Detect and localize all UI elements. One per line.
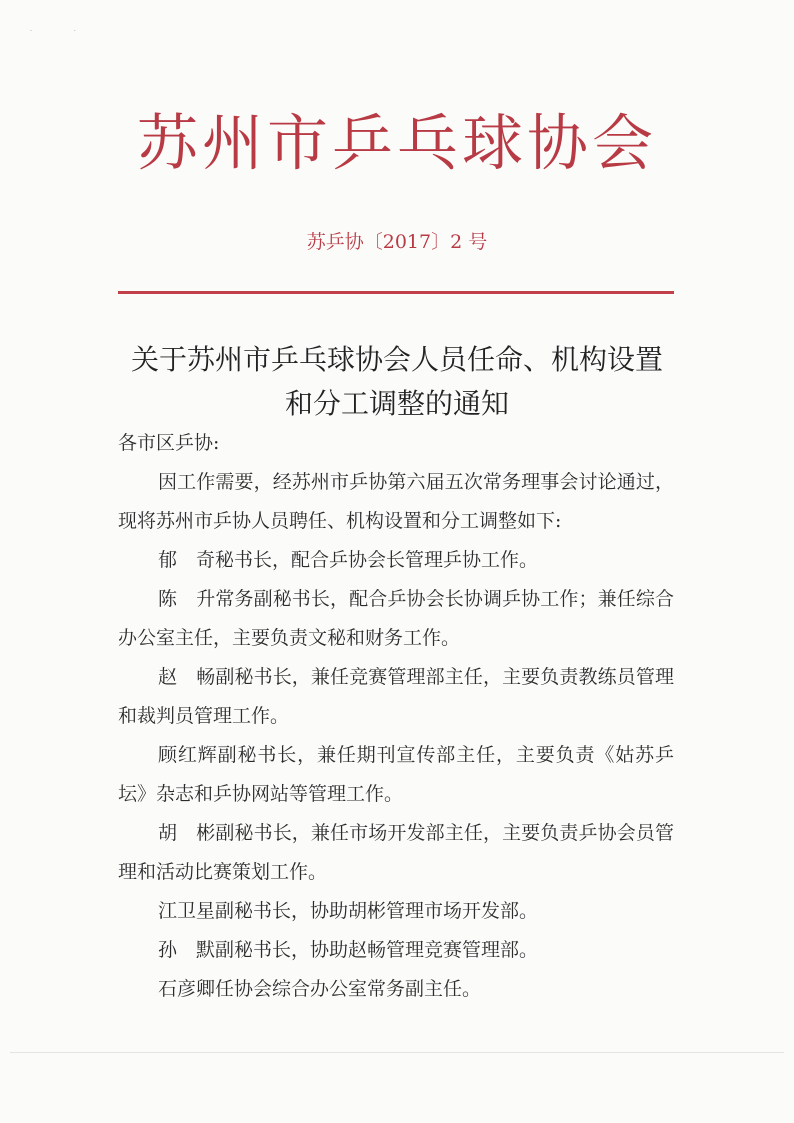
notice-title-line2: 和分工调整的通知 (284, 387, 509, 420)
body-paragraph: 陈 升常务副秘书长，配合乒协会长协调乒协工作；兼任综合办公室主任，主要负责文秘和财务工作。 (118, 588, 674, 649)
body-paragraph: 孙 默副秘书长，协助赵畅管理竞赛管理部。 (158, 939, 539, 961)
body-paragraph: 郁 奇秘书长，配合乒协会长管理乒协工作。 (158, 549, 539, 571)
red-header-rule (118, 291, 674, 294)
document-number: 苏乒协〔2017〕2 号 (306, 231, 488, 253)
page-footer-line (10, 1052, 784, 1053)
body-paragraph: 因工作需要，经苏州市乒协第六届五次常务理事会讨论通过，现将苏州市乒协人员聘任、机构设置和分工调整如下: (118, 471, 674, 532)
salutation: 各市区乒协: (118, 432, 220, 454)
notice-title-line1: 关于苏州市乒乓球协会人员任命、机构设置 (130, 343, 663, 376)
body-paragraph: 胡 彬副秘书长，兼任市场开发部主任，主要负责乒协会员管理和活动比赛策划工作。 (118, 822, 674, 883)
organization-title: 苏州市乒乓球协会 (136, 108, 657, 179)
notice-body (118, 424, 674, 1009)
body-paragraph: 顾红辉副秘书长，兼任期刊宣传部主任，主要负责《姑苏乒坛》杂志和乒协网站等管理工作。 (118, 744, 674, 805)
body-paragraph: 江卫星副秘书长，协助胡彬管理市场开发部。 (158, 900, 539, 922)
scan-artifact-marks: · · (30, 28, 96, 35)
body-paragraph: 石彦卿任协会综合办公室常务副主任。 (158, 978, 482, 1000)
notice-title (110, 338, 684, 426)
body-paragraph: 赵 畅副秘书长，兼任竞赛管理部主任，主要负责教练员管理和裁判员管理工作。 (118, 666, 674, 727)
